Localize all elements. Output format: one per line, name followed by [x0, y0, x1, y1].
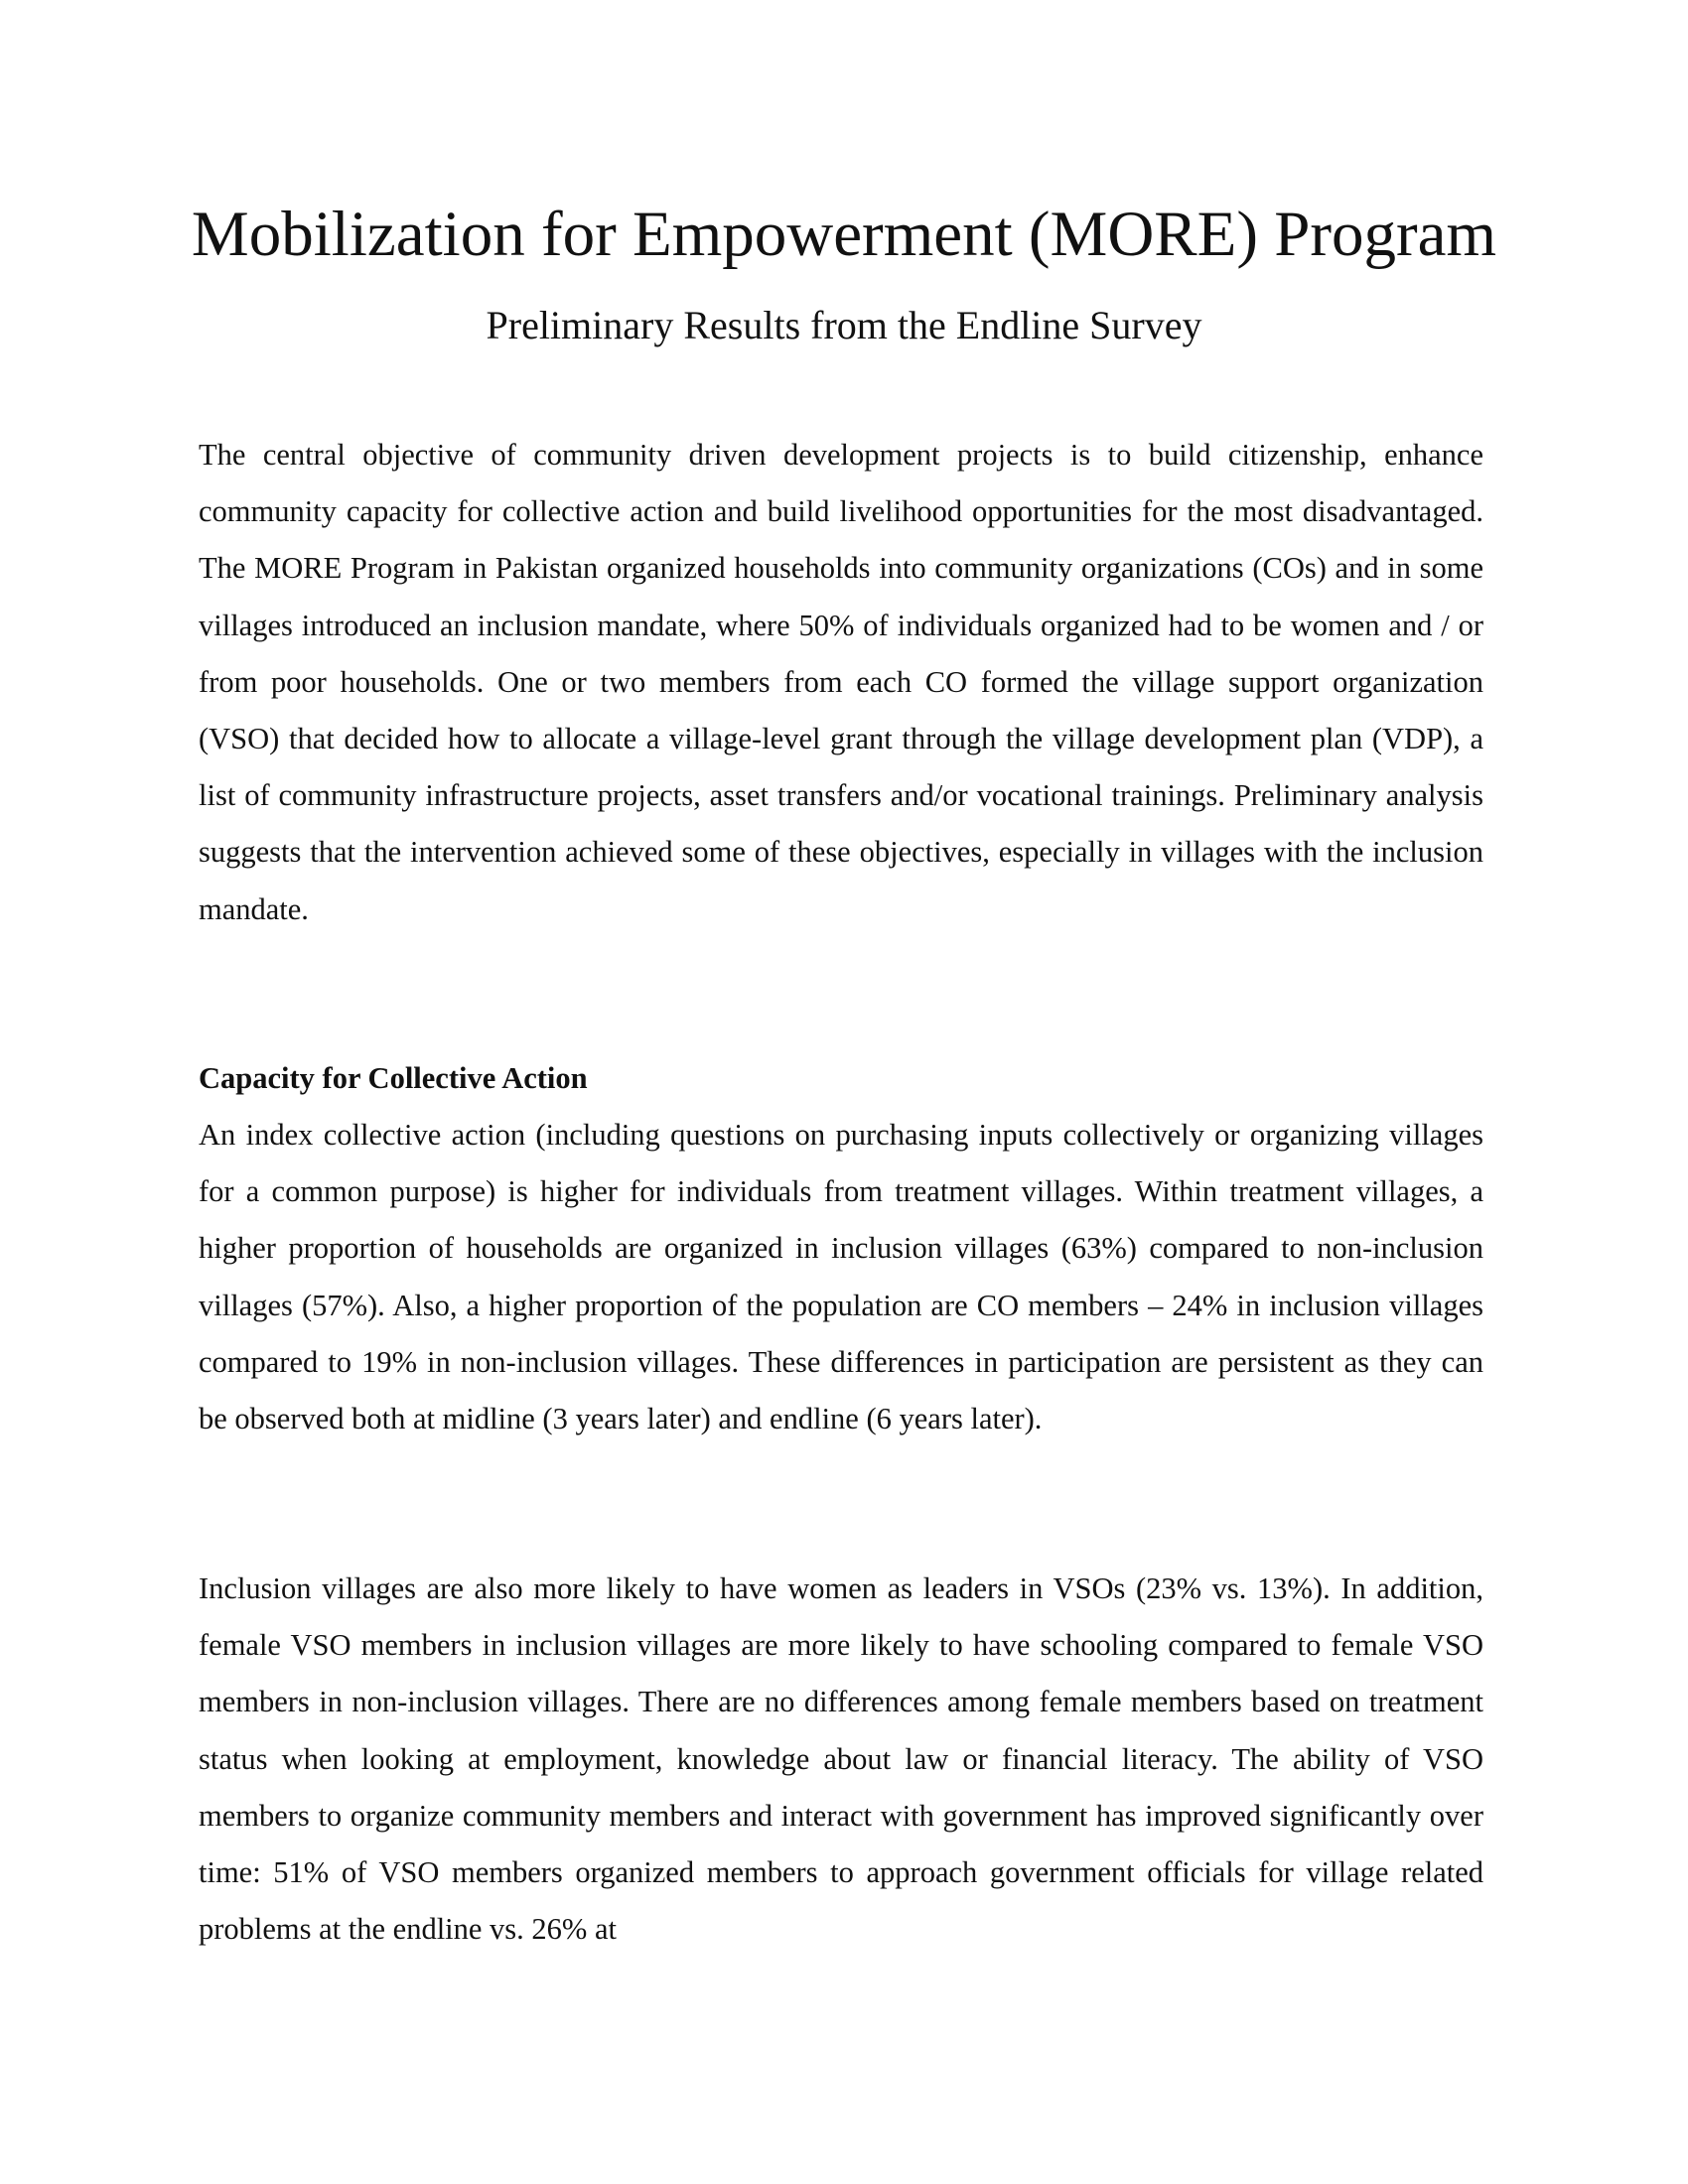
intro-paragraph: The central objective of community driven development projects is to build citizenship, enhance community capacity for collective action and build livelihood opportunities for the most disadvantaged. The MORE Program in Pakistan organized households into community organizations (COs) and in some villages introduced an inclusion mandate, where 50% of individuals organized had to be women and / or from poor households. One or two members from each CO formed the village support organization (VSO) that decided how to allocate a village-level grant through the village development plan (VDP), a list of community infrastructure projects, asset transfers and/or vocational trainings. Preliminary analysis suggests that the intervention achieved some of these objectives, especially in villages with the inclusion mandate. — [199, 438, 1483, 926]
section-heading-collective-action: Capacity for Collective Action — [199, 1061, 588, 1095]
collective-action-paragraph: An index collective action (including questions on purchasing inputs collectively or organizing villages for a common purpose) is higher for individuals from treatment villages. Within treatment villages, a higher proportion of households are organized in inclusion villages (63%) compared to non-inclusion villages (57%). Also, a higher proportion of the population are CO members – 24% in inclusion villages compared to 19% in non-inclusion villages. These differences in participation are persistent as they can be observed both at midline (3 years later) and endline (6 years later). — [199, 1118, 1483, 1436]
document-subtitle: Preliminary Results from the Endline Survey — [486, 303, 1202, 347]
document-title: Mobilization for Empowerment (MORE) Program — [191, 199, 1497, 270]
leadership-paragraph: Inclusion villages are also more likely to have women as leaders in VSOs (23% vs. 13%). In addition, female VSO members in inclusion villages are more likely to have schooling compared to female VSO members in non-inclusion villages. There are no differences among female members based on treatment status when looking at employment, knowledge about law or financial literacy. The ability of VSO members to organize community members and interact with government has improved significantly over time: 51% of VSO members organized members to approach government officials for village related problems at the endline vs. 26% at — [199, 1571, 1483, 1947]
